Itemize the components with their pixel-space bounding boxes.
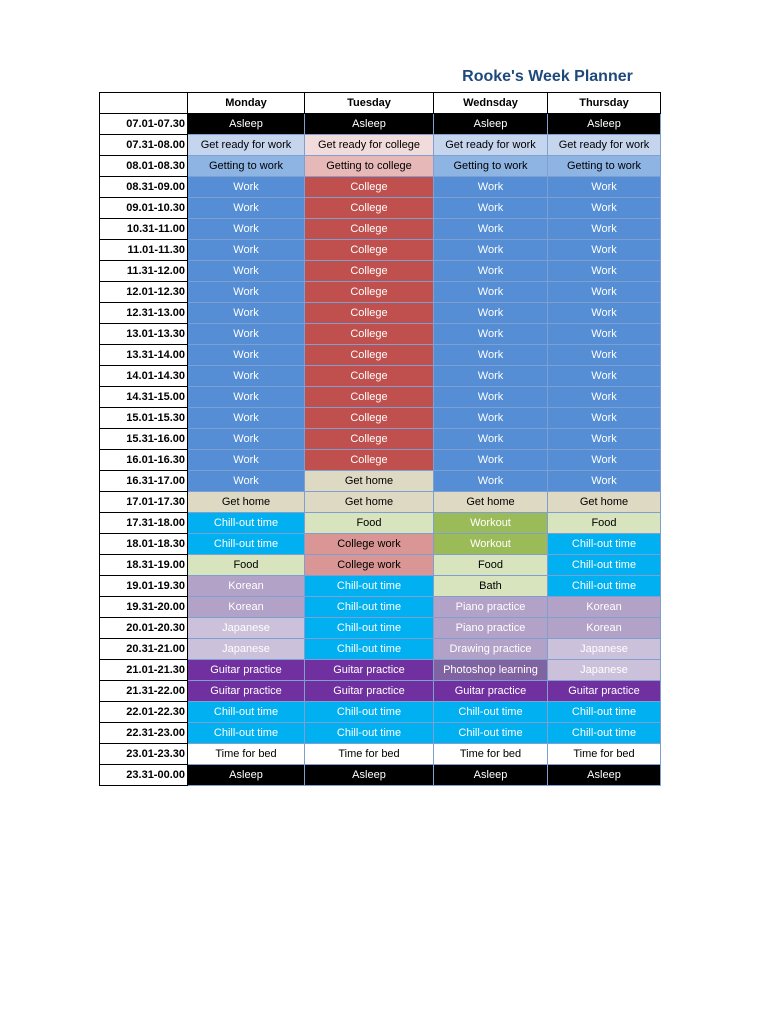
table-row xyxy=(100,240,661,261)
table-row xyxy=(100,597,661,618)
day-header-wednesday: Wednsday xyxy=(434,93,548,114)
time-slot-cell: 19.01-19.30 xyxy=(100,576,188,597)
time-slot-cell: 11.31-12.00 xyxy=(100,261,188,282)
table-row xyxy=(100,177,661,198)
activity-cell: Work xyxy=(548,429,661,450)
activity-cell: Piano practice xyxy=(434,597,548,618)
activity-cell: Chill-out time xyxy=(188,723,305,744)
activity-cell: Asleep xyxy=(188,114,305,135)
activity-cell: Work xyxy=(548,345,661,366)
activity-cell: Guitar practice xyxy=(434,681,548,702)
activity-cell: Work xyxy=(548,303,661,324)
activity-cell: College xyxy=(305,324,434,345)
activity-cell: Work xyxy=(548,387,661,408)
activity-cell: Chill-out time xyxy=(305,702,434,723)
activity-cell: Chill-out time xyxy=(305,597,434,618)
activity-cell: Chill-out time xyxy=(548,576,661,597)
activity-cell: Guitar practice xyxy=(188,681,305,702)
activity-cell: Work xyxy=(548,450,661,471)
time-slot-cell: 15.01-15.30 xyxy=(100,408,188,429)
activity-cell: Food xyxy=(548,513,661,534)
activity-cell: Piano practice xyxy=(434,618,548,639)
table-row xyxy=(100,471,661,492)
activity-cell: Asleep xyxy=(188,765,305,786)
table-row xyxy=(100,198,661,219)
activity-cell: Work xyxy=(434,387,548,408)
table-row xyxy=(100,366,661,387)
activity-cell: Work xyxy=(434,261,548,282)
table-row xyxy=(100,219,661,240)
table-row xyxy=(100,387,661,408)
week-planner-table xyxy=(99,92,661,786)
activity-cell: College xyxy=(305,429,434,450)
table-row xyxy=(100,744,661,765)
table-row xyxy=(100,324,661,345)
activity-cell: Work xyxy=(188,219,305,240)
activity-cell: Chill-out time xyxy=(305,618,434,639)
activity-cell: Work xyxy=(188,261,305,282)
activity-cell: Work xyxy=(434,240,548,261)
table-row xyxy=(100,576,661,597)
header-row xyxy=(100,93,661,114)
activity-cell: Work xyxy=(548,240,661,261)
time-slot-cell: 17.31-18.00 xyxy=(100,513,188,534)
time-slot-cell: 07.31-08.00 xyxy=(100,135,188,156)
planner-body xyxy=(100,114,661,786)
time-slot-cell: 11.01-11.30 xyxy=(100,240,188,261)
table-row xyxy=(100,282,661,303)
activity-cell: Work xyxy=(434,219,548,240)
table-row xyxy=(100,765,661,786)
time-slot-cell: 13.01-13.30 xyxy=(100,324,188,345)
time-slot-cell: 16.31-17.00 xyxy=(100,471,188,492)
table-row xyxy=(100,555,661,576)
activity-cell: Work xyxy=(188,282,305,303)
table-row xyxy=(100,114,661,135)
activity-cell: Get home xyxy=(305,471,434,492)
activity-cell: Chill-out time xyxy=(305,723,434,744)
activity-cell: Chill-out time xyxy=(305,639,434,660)
activity-cell: College xyxy=(305,240,434,261)
time-slot-cell: 16.01-16.30 xyxy=(100,450,188,471)
activity-cell: Workout xyxy=(434,513,548,534)
activity-cell: Getting to work xyxy=(548,156,661,177)
activity-cell: Chill-out time xyxy=(434,702,548,723)
table-row xyxy=(100,303,661,324)
day-header-tuesday: Tuesday xyxy=(305,93,434,114)
activity-cell: Guitar practice xyxy=(188,660,305,681)
activity-cell: Get ready for work xyxy=(548,135,661,156)
day-header-thursday: Thursday xyxy=(548,93,661,114)
activity-cell: Guitar practice xyxy=(305,660,434,681)
activity-cell: College xyxy=(305,198,434,219)
activity-cell: College xyxy=(305,366,434,387)
activity-cell: Chill-out time xyxy=(188,513,305,534)
activity-cell: Work xyxy=(548,198,661,219)
table-row xyxy=(100,429,661,450)
activity-cell: Work xyxy=(434,471,548,492)
activity-cell: Chill-out time xyxy=(434,723,548,744)
activity-cell: Guitar practice xyxy=(305,681,434,702)
time-slot-cell: 19.31-20.00 xyxy=(100,597,188,618)
activity-cell: Food xyxy=(188,555,305,576)
activity-cell: Work xyxy=(548,324,661,345)
activity-cell: College xyxy=(305,345,434,366)
time-slot-cell: 12.01-12.30 xyxy=(100,282,188,303)
activity-cell: Work xyxy=(548,366,661,387)
activity-cell: Asleep xyxy=(305,114,434,135)
time-slot-cell: 07.01-07.30 xyxy=(100,114,188,135)
activity-cell: College work xyxy=(305,534,434,555)
activity-cell: Work xyxy=(188,408,305,429)
activity-cell: Chill-out time xyxy=(305,576,434,597)
table-row xyxy=(100,639,661,660)
time-slot-cell: 17.01-17.30 xyxy=(100,492,188,513)
activity-cell: Chill-out time xyxy=(188,534,305,555)
activity-cell: Japanese xyxy=(188,618,305,639)
activity-cell: Bath xyxy=(434,576,548,597)
activity-cell: Work xyxy=(188,429,305,450)
activity-cell: Japanese xyxy=(548,639,661,660)
activity-cell: Work xyxy=(188,471,305,492)
time-slot-cell: 22.31-23.00 xyxy=(100,723,188,744)
activity-cell: Asleep xyxy=(548,765,661,786)
activity-cell: Get home xyxy=(188,492,305,513)
time-slot-cell: 10.31-11.00 xyxy=(100,219,188,240)
table-row xyxy=(100,492,661,513)
activity-cell: Getting to college xyxy=(305,156,434,177)
activity-cell: Chill-out time xyxy=(548,702,661,723)
activity-cell: College xyxy=(305,408,434,429)
activity-cell: Food xyxy=(305,513,434,534)
time-slot-cell: 14.31-15.00 xyxy=(100,387,188,408)
table-row xyxy=(100,681,661,702)
activity-cell: Japanese xyxy=(188,639,305,660)
activity-cell: Korean xyxy=(188,597,305,618)
table-row xyxy=(100,534,661,555)
table-row xyxy=(100,408,661,429)
table-row xyxy=(100,345,661,366)
activity-cell: Work xyxy=(548,219,661,240)
activity-cell: Guitar practice xyxy=(548,681,661,702)
activity-cell: Work xyxy=(434,366,548,387)
activity-cell: Work xyxy=(188,177,305,198)
activity-cell: Work xyxy=(434,345,548,366)
activity-cell: Work xyxy=(188,387,305,408)
time-slot-cell: 08.01-08.30 xyxy=(100,156,188,177)
activity-cell: Work xyxy=(434,198,548,219)
time-slot-cell: 13.31-14.00 xyxy=(100,345,188,366)
activity-cell: Work xyxy=(434,324,548,345)
activity-cell: Work xyxy=(188,324,305,345)
activity-cell: Work xyxy=(548,177,661,198)
activity-cell: Chill-out time xyxy=(188,702,305,723)
activity-cell: College xyxy=(305,177,434,198)
table-row xyxy=(100,618,661,639)
time-slot-cell: 18.01-18.30 xyxy=(100,534,188,555)
activity-cell: College xyxy=(305,282,434,303)
activity-cell: Food xyxy=(434,555,548,576)
time-slot-cell: 12.31-13.00 xyxy=(100,303,188,324)
activity-cell: Work xyxy=(188,450,305,471)
activity-cell: College xyxy=(305,303,434,324)
activity-cell: Time for bed xyxy=(188,744,305,765)
time-slot-cell: 15.31-16.00 xyxy=(100,429,188,450)
table-row xyxy=(100,156,661,177)
time-slot-cell: 20.31-21.00 xyxy=(100,639,188,660)
table-row xyxy=(100,723,661,744)
activity-cell: Get ready for work xyxy=(434,135,548,156)
activity-cell: Work xyxy=(434,303,548,324)
activity-cell: Get home xyxy=(548,492,661,513)
table-row xyxy=(100,450,661,471)
activity-cell: Work xyxy=(188,240,305,261)
time-slot-cell: 21.01-21.30 xyxy=(100,660,188,681)
activity-cell: Chill-out time xyxy=(548,555,661,576)
table-row xyxy=(100,513,661,534)
time-slot-cell: 21.31-22.00 xyxy=(100,681,188,702)
activity-cell: Work xyxy=(188,366,305,387)
activity-cell: Korean xyxy=(548,618,661,639)
activity-cell: Photoshop learning xyxy=(434,660,548,681)
activity-cell: Asleep xyxy=(305,765,434,786)
activity-cell: Get ready for college xyxy=(305,135,434,156)
activity-cell: College xyxy=(305,261,434,282)
activity-cell: Time for bed xyxy=(434,744,548,765)
activity-cell: College xyxy=(305,387,434,408)
time-slot-cell: 08.31-09.00 xyxy=(100,177,188,198)
activity-cell: Work xyxy=(434,282,548,303)
time-slot-cell: 18.31-19.00 xyxy=(100,555,188,576)
activity-cell: Drawing practice xyxy=(434,639,548,660)
activity-cell: Work xyxy=(548,408,661,429)
activity-cell: Time for bed xyxy=(548,744,661,765)
activity-cell: Get ready for work xyxy=(188,135,305,156)
table-row xyxy=(100,660,661,681)
activity-cell: Chill-out time xyxy=(548,723,661,744)
activity-cell: College work xyxy=(305,555,434,576)
activity-cell: Work xyxy=(434,177,548,198)
activity-cell: Work xyxy=(434,450,548,471)
activity-cell: College xyxy=(305,450,434,471)
time-slot-cell: 14.01-14.30 xyxy=(100,366,188,387)
table-row xyxy=(100,135,661,156)
activity-cell: Korean xyxy=(548,597,661,618)
time-slot-cell: 22.01-22.30 xyxy=(100,702,188,723)
activity-cell: Work xyxy=(188,303,305,324)
activity-cell: Work xyxy=(434,429,548,450)
activity-cell: Getting to work xyxy=(434,156,548,177)
time-slot-cell: 09.01-10.30 xyxy=(100,198,188,219)
activity-cell: Time for bed xyxy=(305,744,434,765)
activity-cell: Work xyxy=(548,282,661,303)
activity-cell: Asleep xyxy=(548,114,661,135)
page-title: Rooke's Week Planner xyxy=(462,68,633,85)
activity-cell: Chill-out time xyxy=(548,534,661,555)
activity-cell: Workout xyxy=(434,534,548,555)
table-row xyxy=(100,702,661,723)
activity-cell: Asleep xyxy=(434,765,548,786)
activity-cell: Work xyxy=(188,345,305,366)
activity-cell: Work xyxy=(548,261,661,282)
day-header-monday: Monday xyxy=(188,93,305,114)
activity-cell: Asleep xyxy=(434,114,548,135)
activity-cell: College xyxy=(305,219,434,240)
time-header-cell xyxy=(100,93,188,114)
activity-cell: Japanese xyxy=(548,660,661,681)
activity-cell: Work xyxy=(188,198,305,219)
activity-cell: Get home xyxy=(434,492,548,513)
time-slot-cell: 20.01-20.30 xyxy=(100,618,188,639)
activity-cell: Korean xyxy=(188,576,305,597)
table-row xyxy=(100,261,661,282)
activity-cell: Getting to work xyxy=(188,156,305,177)
time-slot-cell: 23.01-23.30 xyxy=(100,744,188,765)
activity-cell: Get home xyxy=(305,492,434,513)
activity-cell: Work xyxy=(548,471,661,492)
time-slot-cell: 23.31-00.00 xyxy=(100,765,188,786)
activity-cell: Work xyxy=(434,408,548,429)
